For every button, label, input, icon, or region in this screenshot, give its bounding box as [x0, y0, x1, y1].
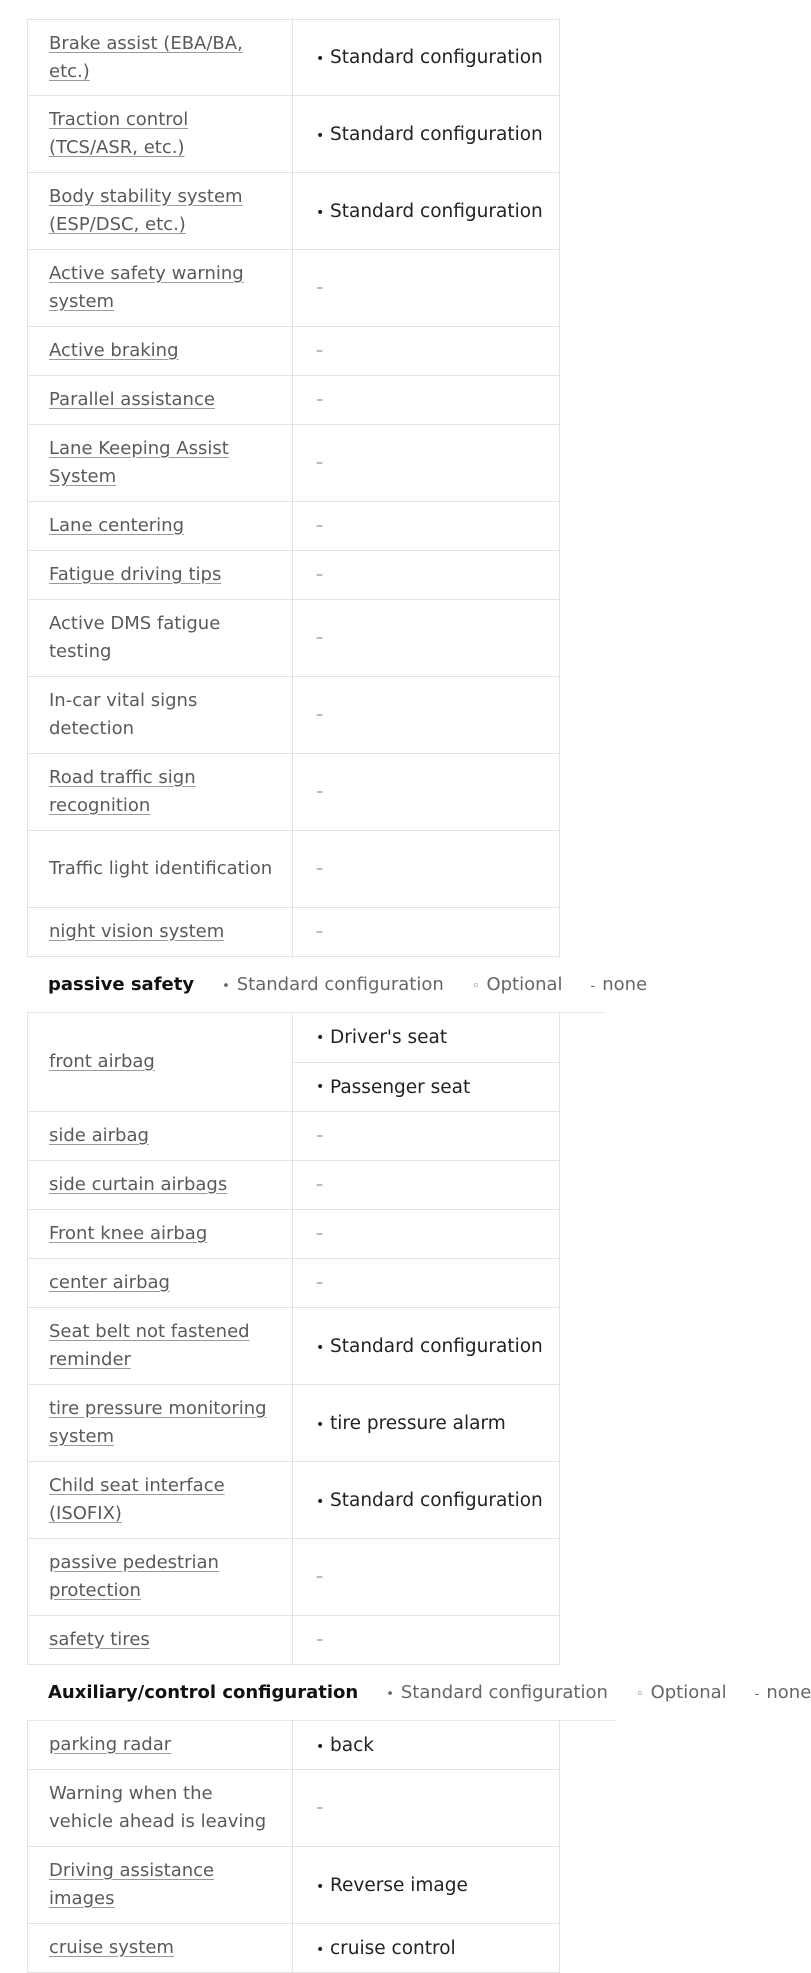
bullet-mark: •	[316, 1339, 325, 1356]
spec-value-cell	[293, 376, 559, 424]
spec-value	[316, 1938, 456, 1959]
spec-label-cell	[28, 502, 293, 550]
spec-value-cell	[293, 600, 559, 676]
spec-label-link[interactable]: Active braking	[49, 340, 179, 361]
bullet-mark: •	[316, 1738, 325, 1755]
spec-value-cell	[293, 250, 559, 326]
none-mark: –	[316, 1632, 323, 1648]
spec-row-seat-belt-not-fastened-reminder	[27, 1308, 560, 1385]
spec-label: In-car vital signs detection	[49, 690, 198, 739]
section-header-auxiliary-control-configuration	[27, 1665, 811, 1721]
spec-value-cell	[293, 1924, 559, 1972]
spec-value	[316, 1490, 543, 1511]
none-mark: –	[316, 924, 323, 940]
legend-text: Standard configuration	[400, 1682, 608, 1703]
spec-value-cell	[293, 20, 559, 95]
legend-item-none	[755, 1682, 811, 1703]
spec-row-center-airbag	[27, 1259, 560, 1308]
spec-label-link[interactable]: Front knee airbag	[49, 1223, 208, 1244]
spec-label-cell	[28, 327, 293, 375]
spec-label-cell	[28, 1616, 293, 1664]
spec-row-side-airbag	[27, 1112, 560, 1161]
none-mark: –	[316, 630, 323, 646]
spec-value-cell	[293, 1385, 559, 1461]
spec-label-link[interactable]: center airbag	[49, 1272, 170, 1293]
spec-row-tire-pressure-monitoring-system	[27, 1385, 560, 1462]
spec-value-cell	[293, 173, 559, 249]
bullet-mark: •	[316, 51, 325, 67]
spec-row-lane-centering	[27, 502, 560, 551]
spec-label-cell	[28, 551, 293, 599]
none-mark: –	[316, 518, 323, 534]
spec-label-link[interactable]: Body stability system (ESP/DSC, etc.)	[49, 186, 243, 235]
spec-value-text: back	[330, 1734, 374, 1756]
spec-label-cell	[28, 96, 293, 172]
spec-value-cell	[293, 502, 559, 550]
legend-text: Optional	[486, 974, 563, 995]
spec-label-link[interactable]: night vision system	[49, 921, 225, 942]
spec-row-child-seat-interface-isofix	[27, 1462, 560, 1539]
none-mark: –	[316, 343, 323, 359]
spec-label-cell	[28, 1924, 293, 1972]
spec-table	[27, 19, 811, 1973]
spec-row-side-curtain-airbags	[27, 1161, 560, 1210]
spec-label-cell	[28, 1161, 293, 1209]
legend-mark: -	[590, 979, 596, 994]
spec-value-text: cruise control	[330, 1937, 456, 1959]
spec-label-link[interactable]: safety tires	[49, 1629, 150, 1650]
spec-row-front-airbag	[27, 1013, 560, 1112]
legend-text: Optional	[650, 1682, 727, 1703]
spec-row-driving-assistance-images	[27, 1847, 560, 1924]
legend-item-optional	[636, 1682, 727, 1703]
spec-row-fatigue-driving-tips	[27, 551, 560, 600]
spec-row-brake-assist-eba-ba-etc	[27, 19, 560, 96]
spec-label-cell	[28, 908, 293, 956]
legend-mark: •	[222, 979, 230, 994]
spec-value-text: Standard configuration	[330, 123, 543, 145]
spec-label-cell	[28, 831, 293, 907]
none-mark: –	[316, 861, 323, 877]
spec-value-cell	[293, 1616, 559, 1664]
section-title: passive safety	[48, 974, 195, 995]
spec-label-cell	[28, 173, 293, 249]
spec-row-traffic-light-identification	[27, 831, 560, 908]
none-mark: –	[316, 1275, 323, 1291]
spec-value-cell	[293, 551, 559, 599]
spec-row-warning-when-the-vehicle-ahead-is-leaving	[27, 1770, 560, 1847]
none-mark: –	[316, 455, 323, 471]
spec-label-cell	[28, 1770, 293, 1846]
section-title: Auxiliary/control configuration	[48, 1682, 359, 1703]
spec-value-text: Standard configuration	[330, 200, 543, 222]
none-mark: –	[316, 1226, 323, 1242]
legend-item-optional	[472, 974, 563, 995]
spec-label-cell	[28, 677, 293, 753]
spec-value	[316, 124, 543, 145]
spec-label-cell	[28, 1539, 293, 1615]
spec-label-link[interactable]: parking radar	[49, 1734, 172, 1755]
legend-item-standard-configuration	[386, 1682, 608, 1703]
legend-text: Standard configuration	[236, 974, 444, 995]
bullet-mark: •	[316, 1493, 325, 1510]
spec-label-cell	[28, 20, 293, 95]
spec-value	[316, 201, 543, 222]
section-header-passive-safety	[27, 957, 648, 1013]
spec-row-road-traffic-sign-recognition	[27, 754, 560, 831]
spec-label-link[interactable]: Fatigue driving tips	[49, 564, 222, 585]
bullet-mark: •	[316, 1878, 325, 1895]
spec-value-cell	[293, 1013, 559, 1111]
spec-value-text: Driver's seat	[330, 1027, 448, 1048]
legend-mark: -	[754, 1687, 760, 1702]
spec-label-cell	[28, 1462, 293, 1538]
spec-label-link[interactable]: tire pressure monitoring system	[49, 1398, 267, 1447]
spec-row-body-stability-system-esp-dsc-etc	[27, 173, 560, 250]
spec-value-cell	[293, 1161, 559, 1209]
spec-row-cruise-system	[27, 1924, 560, 1973]
spec-value-cell	[293, 1462, 559, 1538]
spec-row-active-dms-fatigue-testing	[27, 600, 560, 677]
spec-label-cell	[28, 1721, 293, 1769]
spec-label-link[interactable]: side airbag	[49, 1125, 149, 1146]
spec-value-cell	[293, 754, 559, 830]
legend-item-standard-configuration	[222, 974, 444, 995]
none-mark: –	[316, 392, 323, 408]
none-mark: –	[316, 784, 323, 800]
spec-label-cell	[28, 1013, 293, 1111]
bullet-mark: •	[316, 1079, 325, 1095]
spec-label-link[interactable]: Seat belt not fastened reminder	[49, 1321, 250, 1370]
spec-value-cell	[293, 908, 559, 956]
spec-label-cell	[28, 1259, 293, 1307]
spec-row-passive-pedestrian-protection	[27, 1539, 560, 1616]
legend-mark: ◦	[471, 979, 480, 994]
spec-value-text: Standard configuration	[330, 1489, 543, 1511]
spec-row-lane-keeping-assist-system	[27, 425, 560, 502]
spec-value-text: Reverse image	[330, 1874, 468, 1896]
spec-value	[316, 1735, 374, 1756]
spec-value-cell	[293, 1210, 559, 1258]
spec-label-link[interactable]: Lane centering	[49, 515, 185, 536]
spec-label-cell	[28, 1210, 293, 1258]
spec-row-parking-radar	[27, 1721, 560, 1770]
bullet-mark: •	[316, 204, 325, 221]
spec-row-safety-tires	[27, 1616, 560, 1665]
spec-label-cell	[28, 376, 293, 424]
spec-row-night-vision-system	[27, 908, 560, 957]
spec-value-text: tire pressure alarm	[330, 1412, 506, 1434]
spec-row-front-knee-airbag	[27, 1210, 560, 1259]
spec-label-cell	[28, 1385, 293, 1461]
spec-label-link[interactable]: front airbag	[49, 1051, 155, 1072]
spec-value-cell	[293, 831, 559, 907]
none-mark: –	[316, 567, 323, 583]
spec-value-cell	[293, 677, 559, 753]
spec-label-link[interactable]: Lane Keeping Assist System	[49, 438, 229, 487]
legend-item-none	[591, 974, 648, 995]
spec-value	[316, 1875, 468, 1896]
spec-value-text: Passenger seat	[330, 1076, 471, 1098]
spec-label-cell	[28, 600, 293, 676]
spec-value	[293, 1062, 559, 1111]
bullet-mark: •	[316, 1416, 325, 1433]
spec-value	[293, 1013, 559, 1062]
spec-row-traction-control-tcs-asr-etc	[27, 96, 560, 173]
spec-row-active-safety-warning-system	[27, 250, 560, 327]
spec-label: Active DMS fatigue testing	[49, 613, 221, 662]
spec-row-in-car-vital-signs-detection	[27, 677, 560, 754]
spec-label-link[interactable]: passive pedestrian protection	[49, 1552, 219, 1601]
spec-label-link[interactable]: Parallel assistance	[49, 389, 215, 410]
none-mark: –	[316, 280, 323, 296]
spec-label-cell	[28, 1847, 293, 1923]
spec-value-cell	[293, 425, 559, 501]
spec-label-cell	[28, 754, 293, 830]
bullet-mark: •	[316, 1941, 325, 1958]
spec-label: Traffic light identification	[49, 858, 273, 879]
spec-value-cell	[293, 96, 559, 172]
legend-mark: ◦	[635, 1687, 644, 1702]
none-mark: –	[316, 1177, 323, 1193]
spec-label-link[interactable]: Brake assist (EBA/BA, etc.)	[49, 32, 243, 82]
spec-value-text: Standard configuration	[330, 47, 543, 68]
spec-value-cell	[293, 1847, 559, 1923]
spec-label-link[interactable]: Traction control (TCS/ASR, etc.)	[49, 109, 189, 158]
spec-value-cell	[293, 1259, 559, 1307]
spec-label-link[interactable]: cruise system	[49, 1937, 174, 1958]
spec-label-link[interactable]: side curtain airbags	[49, 1174, 228, 1195]
legend-text: none	[766, 1682, 811, 1703]
none-mark: –	[316, 707, 323, 723]
spec-value-cell	[293, 327, 559, 375]
spec-label-cell	[28, 425, 293, 501]
spec-value	[316, 47, 543, 68]
spec-row-parallel-assistance	[27, 376, 560, 425]
spec-value-cell	[293, 1308, 559, 1384]
none-mark: –	[316, 1569, 323, 1585]
spec-label-cell	[28, 1112, 293, 1160]
spec-label-cell	[28, 1308, 293, 1384]
spec-label-cell	[28, 250, 293, 326]
bullet-mark: •	[316, 127, 325, 144]
spec-label-link[interactable]: Road traffic sign recognition	[49, 767, 196, 816]
spec-value-text: Standard configuration	[330, 1335, 543, 1357]
none-mark: –	[316, 1800, 323, 1816]
spec-value	[316, 1413, 506, 1434]
spec-label: Warning when the vehicle ahead is leaving	[49, 1783, 267, 1832]
none-mark: –	[316, 1128, 323, 1144]
spec-value-cell	[293, 1112, 559, 1160]
spec-label-link[interactable]: Driving assistance images	[49, 1860, 215, 1909]
legend-mark: •	[386, 1687, 394, 1702]
spec-value	[316, 1336, 543, 1357]
spec-label-link[interactable]: Child seat interface (ISOFIX)	[49, 1475, 225, 1524]
spec-value-cell	[293, 1539, 559, 1615]
spec-row-active-braking	[27, 327, 560, 376]
spec-label-link[interactable]: Active safety warning system	[49, 263, 244, 312]
legend-text: none	[602, 974, 648, 995]
spec-value-cell	[293, 1721, 559, 1769]
bullet-mark: •	[316, 1029, 325, 1046]
spec-value-cell	[293, 1770, 559, 1846]
